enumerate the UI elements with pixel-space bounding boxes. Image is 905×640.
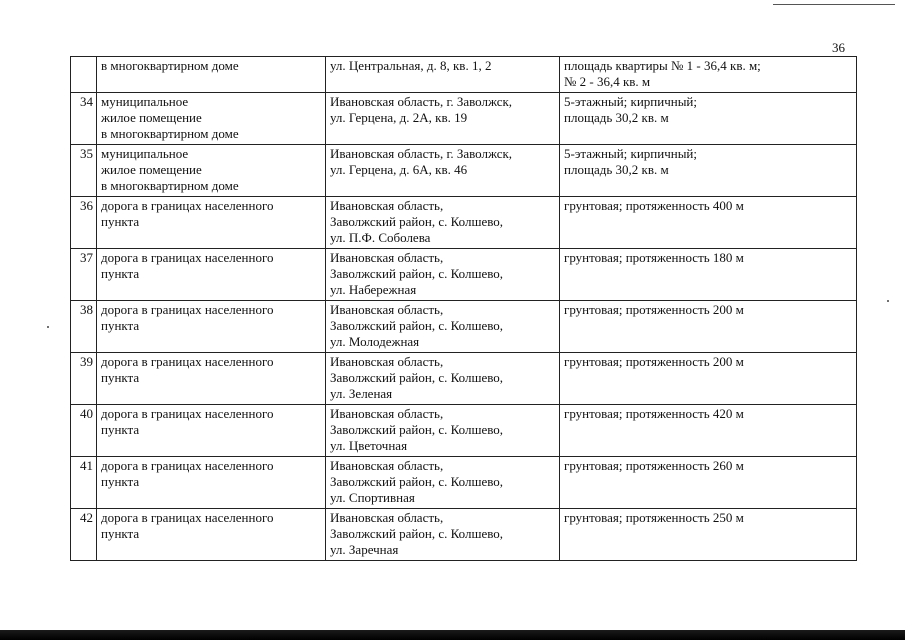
object-name-line: в многоквартирном доме <box>101 178 239 193</box>
object-name-cell <box>97 301 326 353</box>
description-line: грунтовая; протяженность 200 м <box>564 354 744 369</box>
object-name-cell <box>97 145 326 197</box>
description-line: грунтовая; протяженность 200 м <box>564 302 744 317</box>
object-name-cell <box>97 353 326 405</box>
object-name-line: дорога в границах населенного <box>101 198 274 213</box>
table-row <box>71 457 857 509</box>
description-line: площадь квартиры № 1 - 36,4 кв. м; <box>564 58 761 73</box>
object-name-line: пункта <box>101 526 140 541</box>
description-line: площадь 30,2 кв. м <box>564 110 669 125</box>
address-line: Ивановская область, <box>330 354 444 369</box>
object-name-cell <box>97 405 326 457</box>
object-name-line: пункта <box>101 422 140 437</box>
address-line: Ивановская область, <box>330 198 444 213</box>
description-cell <box>560 57 857 93</box>
table-row <box>71 57 857 93</box>
address-line: ул. Заречная <box>330 542 399 557</box>
address-line: ул. Цветочная <box>330 438 408 453</box>
table-row <box>71 353 857 405</box>
table-row <box>71 145 857 197</box>
table-row <box>71 509 857 561</box>
table-row <box>71 93 857 145</box>
address-line: ул. Центральная, д. 8, кв. 1, 2 <box>330 58 492 73</box>
address-line: Ивановская область, <box>330 302 444 317</box>
description-line: грунтовая; протяженность 420 м <box>564 406 744 421</box>
description-cell <box>560 509 857 561</box>
object-name-line: пункта <box>101 266 140 281</box>
top-edge-mark <box>773 4 895 5</box>
address-line: Заволжский район, с. Колшево, <box>330 370 504 385</box>
object-name-line: муниципальное <box>101 146 189 161</box>
description-cell <box>560 145 857 197</box>
description-line: грунтовая; протяженность 260 м <box>564 458 744 473</box>
row-number <box>71 57 97 93</box>
address-line: Ивановская область, <box>330 250 444 265</box>
address-line: ул. П.Ф. Соболева <box>330 230 431 245</box>
description-cell <box>560 93 857 145</box>
row-number: 39 <box>71 353 97 405</box>
row-number: 34 <box>71 93 97 145</box>
address-line: Заволжский район, с. Колшево, <box>330 214 504 229</box>
object-name-cell <box>97 249 326 301</box>
address-line: ул. Молодежная <box>330 334 420 349</box>
address-cell <box>326 145 560 197</box>
description-cell <box>560 249 857 301</box>
description-cell <box>560 197 857 249</box>
object-name-line: дорога в границах населенного <box>101 250 274 265</box>
description-line: грунтовая; протяженность 250 м <box>564 510 744 525</box>
row-number: 36 <box>71 197 97 249</box>
description-line: 5-этажный; кирпичный; <box>564 94 697 109</box>
object-name-cell <box>97 197 326 249</box>
object-name-line: пункта <box>101 214 140 229</box>
description-line: грунтовая; протяженность 180 м <box>564 250 744 265</box>
table-row <box>71 197 857 249</box>
row-number: 41 <box>71 457 97 509</box>
page-number: 36 <box>832 40 845 55</box>
address-cell <box>326 93 560 145</box>
address-line: Заволжский район, с. Колшево, <box>330 526 504 541</box>
address-line: Ивановская область, г. Заволжск, <box>330 146 513 161</box>
object-name-cell <box>97 57 326 93</box>
object-name-line: пункта <box>101 370 140 385</box>
address-line: ул. Герцена, д. 2А, кв. 19 <box>330 110 468 125</box>
address-line: Ивановская область, г. Заволжск, <box>330 94 513 109</box>
description-line: 5-этажный; кирпичный; <box>564 146 697 161</box>
scan-speck <box>887 300 889 302</box>
scan-speck <box>47 326 49 328</box>
description-line: грунтовая; протяженность 400 м <box>564 198 744 213</box>
object-name-line: в многоквартирном доме <box>101 126 239 141</box>
address-line: ул. Герцена, д. 6А, кв. 46 <box>330 162 468 177</box>
table-row <box>71 405 857 457</box>
object-name-line: дорога в границах населенного <box>101 302 274 317</box>
row-number: 38 <box>71 301 97 353</box>
address-line: Заволжский район, с. Колшево, <box>330 422 504 437</box>
description-line: площадь 30,2 кв. м <box>564 162 669 177</box>
address-line: ул. Зеленая <box>330 386 393 401</box>
object-name-line: дорога в границах населенного <box>101 510 274 525</box>
address-line: Ивановская область, <box>330 406 444 421</box>
address-line: ул. Набережная <box>330 282 417 297</box>
table-body <box>71 57 857 561</box>
object-name-cell <box>97 93 326 145</box>
row-number: 35 <box>71 145 97 197</box>
description-cell <box>560 457 857 509</box>
address-cell <box>326 509 560 561</box>
address-cell <box>326 57 560 93</box>
address-cell <box>326 197 560 249</box>
address-line: Заволжский район, с. Колшево, <box>330 474 504 489</box>
object-name-line: пункта <box>101 318 140 333</box>
table-row <box>71 301 857 353</box>
table-row <box>71 249 857 301</box>
address-line: Заволжский район, с. Колшево, <box>330 318 504 333</box>
object-name-line: дорога в границах населенного <box>101 354 274 369</box>
object-name-cell <box>97 457 326 509</box>
description-line: № 2 - 36,4 кв. м <box>564 74 651 89</box>
description-cell <box>560 405 857 457</box>
address-cell <box>326 405 560 457</box>
address-cell <box>326 301 560 353</box>
row-number: 42 <box>71 509 97 561</box>
row-number: 40 <box>71 405 97 457</box>
row-number: 37 <box>71 249 97 301</box>
address-line: Ивановская область, <box>330 458 444 473</box>
object-name-line: в многоквартирном доме <box>101 58 239 73</box>
object-name-line: муниципальное <box>101 94 189 109</box>
address-line: Заволжский район, с. Колшево, <box>330 266 504 281</box>
address-cell <box>326 249 560 301</box>
description-cell <box>560 301 857 353</box>
address-cell <box>326 457 560 509</box>
object-name-line: дорога в границах населенного <box>101 406 274 421</box>
address-line: ул. Спортивная <box>330 490 415 505</box>
object-name-line: жилое помещение <box>101 110 202 125</box>
description-cell <box>560 353 857 405</box>
object-name-cell <box>97 509 326 561</box>
object-name-line: пункта <box>101 474 140 489</box>
object-name-line: жилое помещение <box>101 162 202 177</box>
address-line: Ивановская область, <box>330 510 444 525</box>
scan-bottom-edge <box>0 630 905 640</box>
object-name-line: дорога в границах населенного <box>101 458 274 473</box>
property-registry-table <box>70 56 857 561</box>
address-cell <box>326 353 560 405</box>
